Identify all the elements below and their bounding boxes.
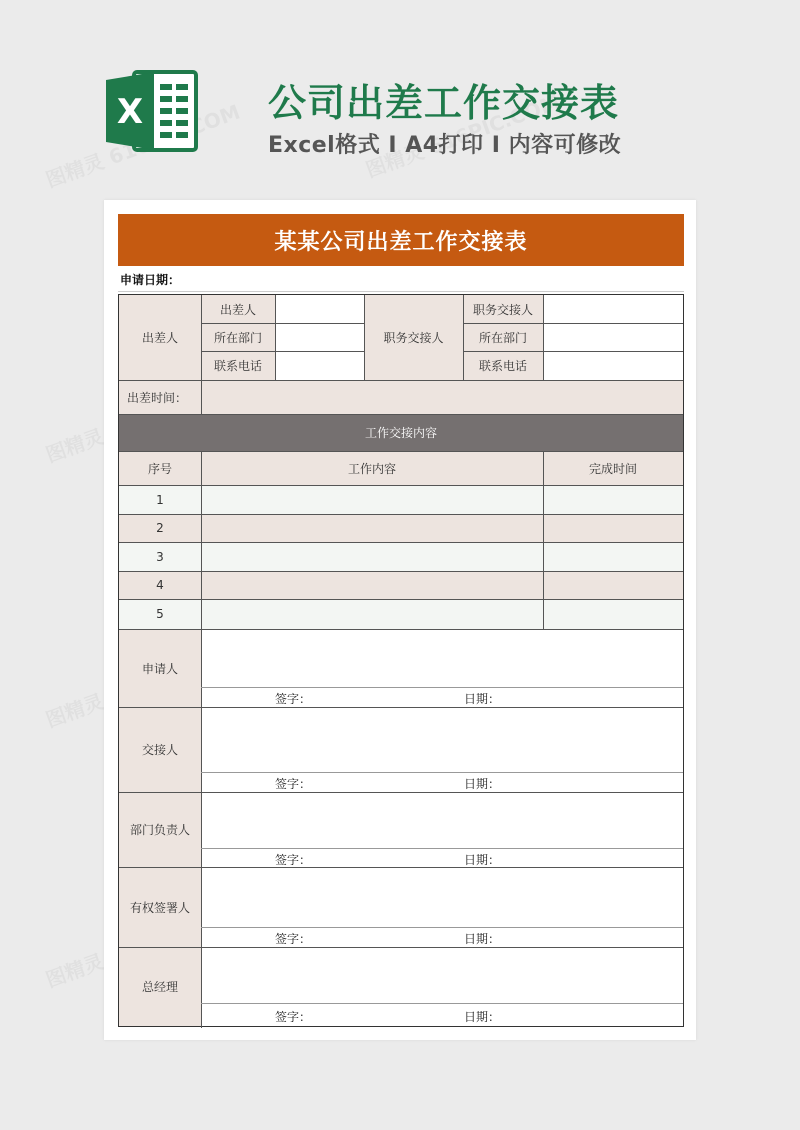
traveler-phone-input[interactable] xyxy=(275,351,364,380)
traveler-label: 出差人 xyxy=(119,295,201,380)
sign-label: 签字： xyxy=(275,932,312,946)
column-header-no: 序号 xyxy=(119,451,201,485)
sign-label: 签字： xyxy=(275,692,312,706)
excel-logo-icon xyxy=(104,68,200,154)
signature-opinion-input[interactable] xyxy=(201,947,683,1003)
grid-line xyxy=(201,772,683,773)
grid-line xyxy=(119,514,683,515)
table-row-content-input[interactable] xyxy=(201,542,543,571)
signature-role-label: 部门负责人 xyxy=(119,792,201,867)
grid-line xyxy=(201,451,202,1028)
page-subtitle: Excel格式 I A4打印 I 内容可修改 xyxy=(268,133,622,158)
signature-role-label: 有权签署人 xyxy=(119,867,201,947)
grid-line xyxy=(119,867,683,868)
trip-time-label: 出差时间： xyxy=(119,380,201,414)
column-header-content: 工作内容 xyxy=(201,451,543,485)
divider xyxy=(118,291,684,292)
traveler-field-label: 联系电话 xyxy=(201,351,275,380)
apply-date-label: 申请日期： xyxy=(120,273,181,287)
page-title: 公司出差工作交接表 xyxy=(268,81,620,125)
section-title: 工作交接内容 xyxy=(119,414,683,451)
handover-dept-input[interactable] xyxy=(543,323,683,351)
grid-line xyxy=(201,351,364,352)
grid-line xyxy=(119,451,683,452)
signature-role-label: 申请人 xyxy=(119,629,201,707)
grid-line xyxy=(543,451,544,629)
grid-line xyxy=(364,295,365,380)
handover-phone-input[interactable] xyxy=(543,351,683,380)
table-row-time-input[interactable] xyxy=(543,599,683,629)
sign-label: 签字： xyxy=(275,853,312,867)
table-row-number: 1 xyxy=(119,485,201,514)
grid-line xyxy=(463,323,683,324)
signature-opinion-input[interactable] xyxy=(201,867,683,927)
signature-opinion-input[interactable] xyxy=(201,792,683,848)
grid-line xyxy=(119,707,683,708)
grid-line xyxy=(119,542,683,543)
traveler-field-label: 所在部门 xyxy=(201,323,275,351)
sign-label: 签字： xyxy=(275,1010,312,1024)
grid-line xyxy=(463,351,683,352)
traveler-dept-input[interactable] xyxy=(275,323,364,351)
handover-field-label: 联系电话 xyxy=(463,351,543,380)
traveler-field-label: 出差人 xyxy=(201,295,275,323)
signature-role-label: 总经理 xyxy=(119,947,201,1026)
table-row-number: 3 xyxy=(119,542,201,571)
table-row-content-input[interactable] xyxy=(201,599,543,629)
date-label: 日期： xyxy=(464,932,501,946)
table-row-content-input[interactable] xyxy=(201,485,543,514)
signature-role-label: 交接人 xyxy=(119,707,201,792)
svg-text:X: X xyxy=(116,92,144,132)
handover-field-label: 职务交接人 xyxy=(463,295,543,323)
sign-label: 签字： xyxy=(275,777,312,791)
grid-line xyxy=(275,295,276,380)
grid-line xyxy=(119,629,683,630)
grid-line xyxy=(201,687,683,688)
grid-line xyxy=(119,485,683,486)
table-row-number: 4 xyxy=(119,571,201,599)
form-banner-title: 某某公司出差工作交接表 xyxy=(118,214,684,266)
trip-time-input[interactable] xyxy=(201,380,683,414)
grid-line xyxy=(201,927,683,928)
signature-opinion-input[interactable] xyxy=(201,707,683,772)
table-row-time-input[interactable] xyxy=(543,571,683,599)
date-label: 日期： xyxy=(464,692,501,706)
handover-name-input[interactable] xyxy=(543,295,683,323)
grid-line xyxy=(119,414,683,415)
grid-line xyxy=(119,571,683,572)
grid-line xyxy=(201,1003,683,1004)
grid-line xyxy=(201,295,202,414)
date-label: 日期： xyxy=(464,1010,501,1024)
table-row-content-input[interactable] xyxy=(201,514,543,542)
handover-label: 职务交接人 xyxy=(364,295,463,380)
table-row-number: 5 xyxy=(119,599,201,629)
grid-line xyxy=(119,599,683,600)
grid-line xyxy=(119,947,683,948)
grid-line xyxy=(119,380,683,381)
traveler-name-input[interactable] xyxy=(275,295,364,323)
table-row-number: 2 xyxy=(119,514,201,542)
grid-line xyxy=(201,848,683,849)
handover-field-label: 所在部门 xyxy=(463,323,543,351)
grid-line xyxy=(463,295,464,380)
grid-line xyxy=(201,323,364,324)
table-row-time-input[interactable] xyxy=(543,542,683,571)
table-row-time-input[interactable] xyxy=(543,514,683,542)
date-label: 日期： xyxy=(464,777,501,791)
signature-opinion-input[interactable] xyxy=(201,629,683,687)
column-header-finish-time: 完成时间 xyxy=(543,451,683,485)
table-row-content-input[interactable] xyxy=(201,571,543,599)
grid-line xyxy=(543,295,544,380)
date-label: 日期： xyxy=(464,853,501,867)
handover-form-table xyxy=(118,294,684,1027)
grid-line xyxy=(119,792,683,793)
table-row-time-input[interactable] xyxy=(543,485,683,514)
